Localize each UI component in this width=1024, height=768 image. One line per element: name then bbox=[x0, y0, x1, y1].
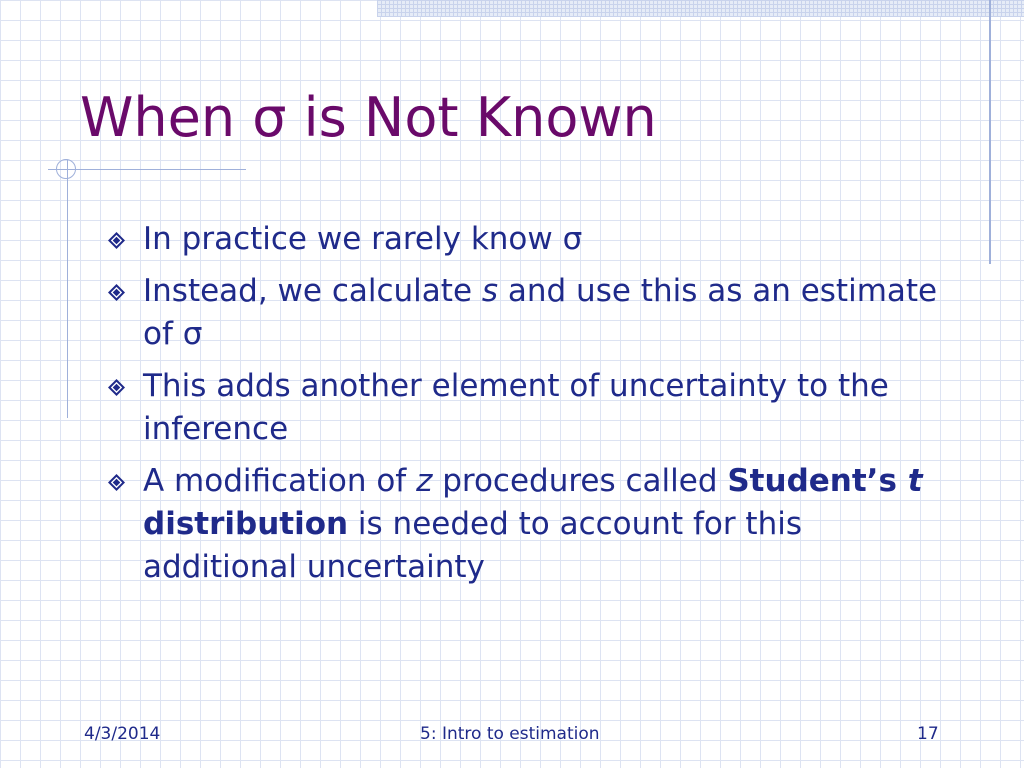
bullet-text bbox=[143, 368, 889, 447]
bullet-item bbox=[104, 460, 964, 589]
right-accent-rule bbox=[989, 0, 991, 264]
bullet-text-run: This adds another element of uncertainty to the inference bbox=[143, 368, 889, 447]
left-accent-rule bbox=[67, 160, 68, 418]
diamond-bullet-icon bbox=[108, 474, 125, 491]
bullet-text-run: Instead, we calculate bbox=[143, 273, 482, 309]
top-decorative-band bbox=[377, 0, 1024, 17]
bullet-text-run: In practice we rarely know σ bbox=[143, 221, 583, 257]
bullet-text bbox=[143, 221, 582, 257]
diamond-bullet-icon bbox=[108, 379, 125, 396]
bullet-text-run: is needed to account for this additional uncertainty bbox=[143, 506, 802, 585]
bullet-text-run: and use this as an estimate of σ bbox=[143, 273, 938, 352]
diamond-bullet-icon bbox=[108, 232, 125, 249]
footer-date: 4/3/2014 bbox=[84, 724, 161, 744]
slide-title: When σ is Not Known bbox=[80, 86, 657, 149]
footer-title: 5: Intro to estimation bbox=[420, 724, 600, 744]
diamond-bullet-icon bbox=[108, 284, 125, 301]
bullet-text-run: A modification of bbox=[143, 463, 417, 499]
bullet-text-run: Student’s bbox=[727, 463, 908, 499]
bullet-text bbox=[143, 463, 923, 585]
bullet-text-run: distribution bbox=[143, 506, 349, 542]
bullet-text-run: s bbox=[481, 273, 499, 309]
bullet-list bbox=[104, 218, 964, 598]
bullet-text-run: t bbox=[907, 463, 923, 499]
footer-page-number: 17 bbox=[917, 724, 939, 744]
bullet-text-run: procedures called bbox=[432, 463, 728, 499]
bullet-item bbox=[104, 270, 964, 356]
title-underline-rule bbox=[48, 169, 246, 170]
bullet-item bbox=[104, 365, 964, 451]
bullet-text bbox=[143, 273, 937, 352]
corner-circle-ornament bbox=[56, 159, 76, 179]
bullet-item bbox=[104, 218, 964, 261]
bullet-text-run: z bbox=[416, 463, 433, 499]
